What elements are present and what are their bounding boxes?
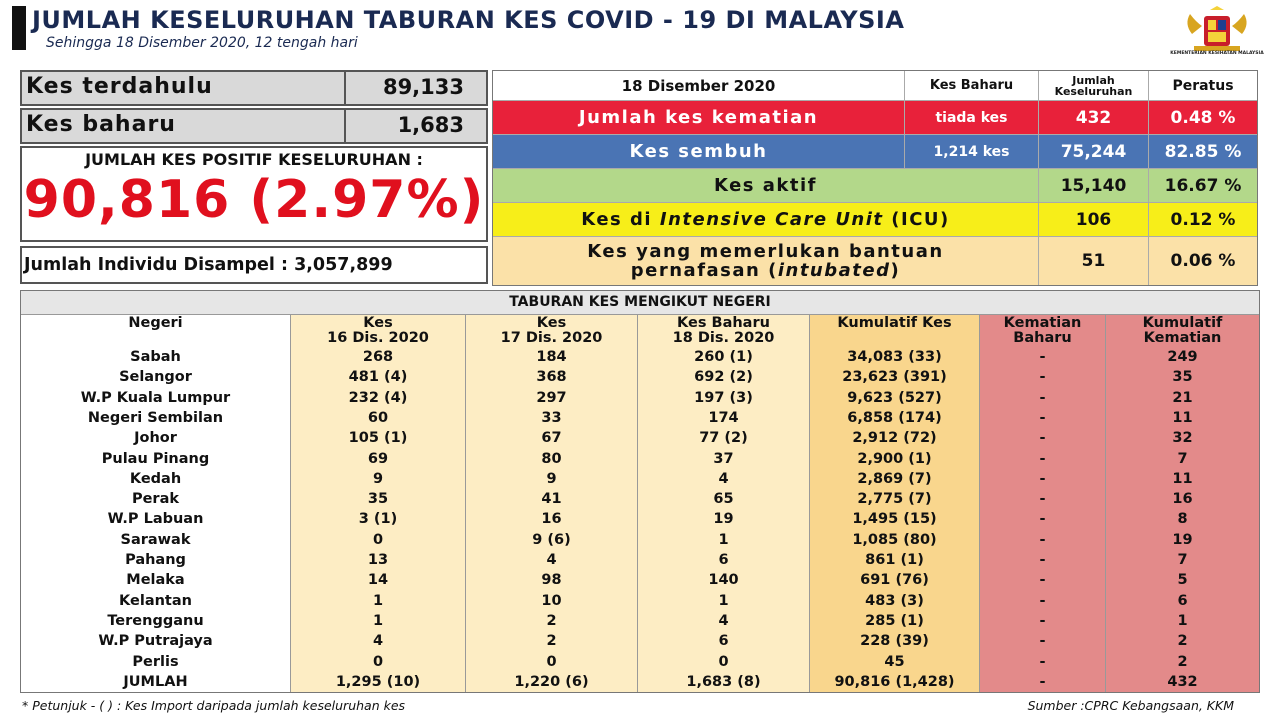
summary-row-intubated (493, 237, 1257, 285)
cell-kes-17: 0 (546, 653, 557, 670)
footnote: * Petunjuk - ( ) : Kes Import daripada jumlah keseluruhan kes (22, 698, 406, 713)
cell-kematian-baharu: - (1039, 491, 1046, 508)
cell-kematian-baharu: - (1039, 470, 1046, 487)
cell-kumulatif-kematian: 19 (1172, 531, 1193, 548)
state-table-title: TABURAN KES MENGIKUT NEGERI (21, 291, 1259, 315)
kematian-label: Jumlah kes kematian (493, 101, 905, 134)
cell-negeri: Sabah (130, 349, 181, 365)
cell-kematian-baharu: - (1039, 369, 1046, 386)
cell-kematian-baharu: - (1039, 633, 1046, 650)
cell-kematian-baharu: - (1039, 592, 1046, 609)
disampel-box (20, 246, 488, 284)
cell-kumulatif: 228 (39) (860, 633, 929, 650)
cell-negeri: Kelantan (119, 592, 192, 609)
cell-negeri: Sarawak (120, 531, 191, 548)
crest-tiger-right-icon (1232, 14, 1247, 34)
sembuh-label: Kes sembuh (493, 135, 905, 168)
col-kumulatif-header-text: Kumulatif Kes (837, 315, 952, 331)
cell-kes-18: 6 (718, 552, 729, 568)
cell-kumulatif-kematian: 8 (1177, 511, 1188, 528)
kematian-peratus: 0.48 % (1170, 107, 1236, 128)
sembuh-baharu: 1,214 kes (905, 135, 1039, 168)
divider (344, 72, 346, 104)
summary-row-kematian (493, 101, 1257, 135)
cell-negeri: JUMLAH (123, 673, 188, 690)
col-kes-17 (466, 315, 638, 692)
cell-kematian-baharu: - (1039, 612, 1046, 629)
cell-kes-17: 41 (541, 491, 562, 508)
cell-kes-18: 1 (718, 531, 729, 548)
cell-kes-18: 174 (708, 409, 739, 426)
col-kes-18 (638, 315, 810, 692)
col-kematian-header-line1: Kematian (1003, 315, 1082, 331)
cell-kumulatif: 2,900 (1) (857, 450, 932, 467)
icu-label-italic: Intensive Care Unit (659, 209, 884, 230)
cell-kes-18: 19 (713, 511, 734, 528)
title-accent-bar (12, 6, 26, 50)
cell-kes-18: 140 (708, 572, 739, 589)
cell-kes-16: 1,295 (10) (335, 673, 421, 690)
cell-kes-18: 197 (3) (694, 389, 753, 406)
col-kumulatif-header (810, 315, 979, 347)
col-kes-17-header (466, 315, 637, 347)
cell-negeri: W.P Kuala Lumpur (80, 389, 231, 406)
cell-negeri: Kedah (129, 470, 182, 487)
cell-kes-18: 6 (718, 633, 729, 650)
cell-kes-17: 9 (546, 470, 557, 487)
intubated-label (493, 237, 1039, 285)
summary-row-aktif (493, 169, 1257, 203)
logo-caption: KEMENTERIAN KESIHATAN MALAYSIA (1170, 51, 1264, 56)
col-negeri (21, 315, 291, 692)
cell-kumulatif-kematian: 7 (1177, 450, 1188, 467)
col-kematian-baharu-header (980, 315, 1105, 347)
page-subtitle: Sehingga 18 Disember 2020, 12 tengah hari (46, 35, 358, 51)
crest-star-icon (1210, 6, 1224, 10)
cell-negeri: W.P Labuan (107, 511, 204, 528)
icu-jumlah: 106 (1039, 203, 1149, 236)
cell-kes-18: 4 (718, 470, 729, 487)
cell-kes-17: 9 (6) (532, 531, 571, 548)
col-kumulatif (810, 315, 980, 692)
col-kumulatif-kematian (1106, 315, 1259, 692)
cell-kes-16: 4 (372, 633, 384, 650)
cell-kumulatif: 6,858 (174) (847, 409, 942, 426)
cell-kes-16: 0 (372, 531, 384, 548)
crest-tiger-left-icon (1187, 14, 1202, 34)
icu-label-post: (ICU) (883, 209, 950, 230)
cell-kes-18: 77 (2) (699, 430, 748, 447)
icu-label-pre: Kes di (581, 209, 660, 230)
cell-kumulatif-kematian: 21 (1172, 389, 1193, 406)
cell-kes-18: 0 (718, 653, 729, 670)
cell-kes-17: 98 (541, 572, 562, 589)
cell-kumulatif: 861 (1) (865, 552, 924, 568)
kematian-jumlah: 432 (1039, 101, 1149, 134)
aktif-peratus: 16.67 % (1164, 175, 1242, 196)
cell-kes-16: 14 (367, 572, 389, 589)
intubated-peratus: 0.06 % (1170, 251, 1236, 271)
cell-kematian-baharu: - (1039, 409, 1046, 426)
kematian-baharu: tiada kes (905, 101, 1039, 134)
cell-negeri: Melaka (126, 572, 185, 589)
col-kumkem-header-line1: Kumulatif (1142, 315, 1223, 331)
cell-kumulatif: 1,085 (80) (852, 531, 937, 548)
cell-kumulatif-kematian: 16 (1172, 491, 1193, 508)
icu-label (493, 203, 1039, 236)
col-kes-16-header-line2: 16 Dis. 2020 (327, 330, 429, 346)
cell-kes-17: 67 (541, 430, 562, 447)
cell-kumulatif: 2,912 (72) (852, 430, 937, 447)
col-negeri-header (21, 315, 290, 347)
cell-kumulatif-kematian: 1 (1177, 612, 1188, 629)
cell-kes-16: 69 (367, 450, 389, 467)
cell-kumulatif-kematian: 2 (1177, 633, 1188, 650)
cell-kes-18: 1 (718, 592, 729, 609)
positif-label: JUMLAH KES POSITIF KESELURUHAN : (85, 150, 423, 169)
col-kumkem-header-line2: Kematian (1143, 330, 1222, 346)
col-kes-18-header-line2: 18 Dis. 2020 (672, 330, 775, 346)
sembuh-peratus: 82.85 % (1164, 141, 1242, 162)
cell-kes-18: 1,683 (8) (686, 673, 761, 690)
intubated-label-line2-post: ) (890, 260, 901, 281)
intubated-label-line2 (631, 261, 900, 280)
col-kumulatif-kematian-header (1106, 315, 1259, 347)
col-jumlah-header: Jumlah Keseluruhan (1039, 71, 1149, 100)
col-kematian-header-line2: Baharu (1013, 330, 1072, 346)
cell-kes-16: 9 (372, 470, 384, 487)
cell-kes-18: 260 (1) (694, 349, 753, 365)
cell-kumulatif-kematian: 249 (1167, 349, 1198, 365)
aktif-jumlah: 15,140 (1039, 169, 1149, 202)
cell-kumulatif-kematian: 32 (1172, 430, 1193, 447)
cell-kumulatif: 23,623 (391) (842, 369, 947, 386)
positif-box (20, 146, 488, 242)
cell-negeri: W.P Putrajaya (98, 633, 213, 650)
sembuh-jumlah: 75,244 (1039, 135, 1149, 168)
col-kes-18-header-line1: Kes Baharu (677, 315, 770, 331)
kes-baharu-value: 1,683 (397, 113, 464, 137)
cell-kes-16: 60 (367, 409, 389, 426)
col-kes-17-header-line2: 17 Dis. 2020 (500, 330, 603, 346)
cell-kematian-baharu: - (1039, 511, 1046, 528)
cell-kematian-baharu: - (1039, 349, 1046, 365)
cell-kematian-baharu: - (1039, 552, 1046, 568)
col-kes-16-header-line1: Kes (363, 315, 393, 331)
cell-kes-17: 10 (541, 592, 562, 609)
cell-kes-17: 1,220 (6) (514, 673, 589, 690)
cell-negeri: Pahang (125, 552, 186, 568)
kes-terdahulu-label: Kes terdahulu (26, 74, 213, 99)
kes-baharu-row (20, 108, 488, 144)
col-kes-16-header (291, 315, 465, 347)
col-kes-16 (291, 315, 466, 692)
cell-kumulatif: 1,495 (15) (852, 511, 937, 528)
state-distribution-table (20, 290, 1260, 693)
summary-date-header: 18 Disember 2020 (493, 71, 905, 100)
cell-kes-18: 37 (713, 450, 734, 467)
cell-kes-16: 0 (372, 653, 384, 670)
kes-terdahulu-row (20, 70, 488, 106)
cell-negeri: Johor (134, 430, 177, 447)
cell-kes-18: 692 (2) (694, 369, 753, 386)
cell-kematian-baharu: - (1039, 673, 1046, 690)
cell-kumulatif: 9,623 (527) (847, 389, 942, 406)
cell-kematian-baharu: - (1039, 450, 1046, 467)
cell-kes-17: 184 (536, 349, 567, 365)
cell-kumulatif: 483 (3) (865, 592, 924, 609)
cell-kumulatif-kematian: 35 (1172, 369, 1193, 386)
cell-kes-17: 368 (536, 369, 567, 386)
col-kematian-baharu (980, 315, 1106, 692)
cell-kumulatif: 2,775 (7) (857, 491, 932, 508)
positif-value: 90,816 (2.97%) (23, 170, 485, 230)
summary-status-table (492, 70, 1258, 286)
cell-kumulatif: 2,869 (7) (857, 470, 932, 487)
kes-baharu-label: Kes baharu (26, 112, 176, 137)
source-note: Sumber :CPRC Kebangsaan, KKM (1027, 698, 1234, 713)
divider (344, 110, 346, 142)
kes-terdahulu-value: 89,133 (382, 75, 464, 99)
intubated-label-line1: Kes yang memerlukan bantuan (587, 241, 944, 262)
cell-kes-17: 16 (541, 511, 562, 528)
cell-kematian-baharu: - (1039, 531, 1046, 548)
col-kes-17-header-line1: Kes (536, 315, 567, 331)
cell-kumulatif: 691 (76) (860, 572, 929, 589)
cell-kes-16: 1 (372, 612, 384, 629)
cell-kes-17: 2 (546, 612, 557, 629)
cell-kes-18: 65 (713, 491, 734, 508)
col-peratus-header: Peratus (1172, 77, 1234, 94)
cell-kematian-baharu: - (1039, 430, 1046, 447)
cell-kes-17: 80 (541, 450, 562, 467)
cell-kumulatif-kematian: 432 (1167, 673, 1198, 690)
summary-row-icu (493, 203, 1257, 237)
cell-kes-16: 481 (4) (348, 369, 408, 386)
cell-negeri: Perak (131, 491, 180, 508)
cell-negeri: Pulau Pinang (101, 450, 210, 467)
cell-negeri: Terengganu (107, 612, 204, 629)
col-negeri-header-text: Negeri (128, 315, 183, 331)
cell-kes-16: 1 (372, 592, 384, 609)
cell-kes-17: 4 (546, 552, 557, 568)
cell-kes-17: 297 (536, 389, 567, 406)
col-kes-baharu-header: Kes Baharu (905, 71, 1039, 100)
cell-kumulatif-kematian: 6 (1177, 592, 1188, 609)
cell-kumulatif-kematian: 11 (1172, 470, 1193, 487)
disampel-label: Jumlah Individu Disampel : 3,057,899 (24, 255, 393, 275)
cell-kumulatif: 285 (1) (865, 612, 924, 629)
intubated-jumlah: 51 (1039, 237, 1149, 285)
cell-kes-17: 33 (541, 409, 562, 426)
summary-header-row (493, 71, 1257, 101)
cell-negeri: Perlis (132, 653, 179, 670)
col-kes-18-header (638, 315, 809, 347)
cell-kematian-baharu: - (1039, 389, 1046, 406)
summary-row-sembuh (493, 135, 1257, 169)
icu-peratus: 0.12 % (1170, 209, 1236, 230)
cell-kes-18: 4 (718, 612, 729, 629)
cell-kumulatif-kematian: 7 (1177, 552, 1188, 568)
cell-kumulatif-kematian: 11 (1172, 409, 1193, 426)
intubated-label-line2-italic: intubated (777, 260, 891, 281)
cell-kumulatif: 34,083 (33) (847, 349, 942, 365)
cell-kes-17: 2 (546, 633, 557, 650)
aktif-label: Kes aktif (493, 169, 1039, 202)
cell-kumulatif-kematian: 5 (1177, 572, 1188, 589)
cell-kes-16: 268 (362, 349, 394, 365)
cell-kes-16: 232 (4) (348, 389, 408, 406)
cell-kematian-baharu: - (1039, 653, 1046, 670)
cell-kumulatif: 90,816 (1,428) (834, 673, 955, 690)
cell-kes-16: 105 (1) (348, 430, 408, 447)
cell-kes-16: 35 (367, 491, 389, 508)
cell-kumulatif: 45 (884, 653, 905, 670)
page-title: JUMLAH KESELURUHAN TABURAN KES COVID - 19 DI MALAYSIA (32, 6, 905, 34)
cell-negeri: Negeri Sembilan (87, 409, 224, 426)
cell-kes-16: 13 (367, 552, 389, 568)
cell-kes-16: 3 (1) (358, 511, 398, 528)
cell-kumulatif-kematian: 2 (1177, 653, 1188, 670)
intubated-label-line2-pre: pernafasan ( (630, 260, 778, 281)
cell-kematian-baharu: - (1039, 572, 1046, 589)
cell-negeri: Selangor (119, 369, 192, 386)
